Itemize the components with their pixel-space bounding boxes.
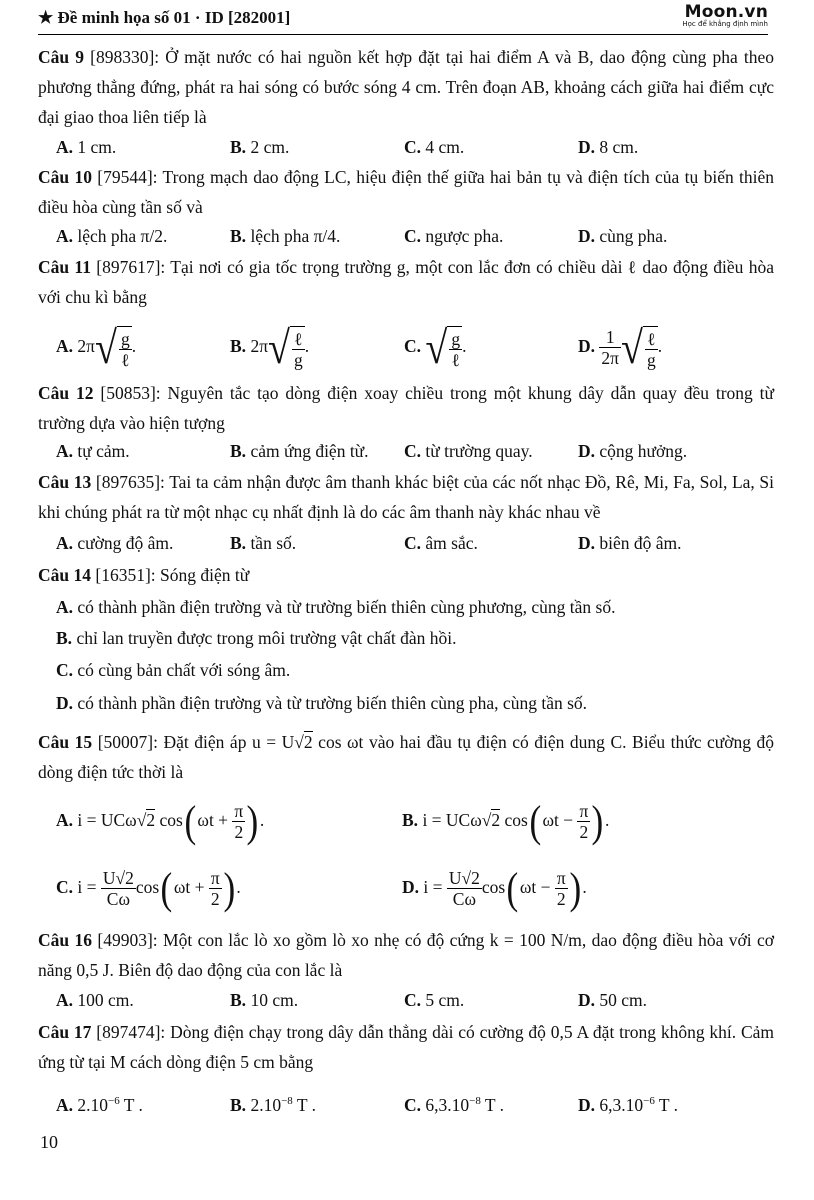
question-text: [16351]: Sóng điện từ [95, 565, 250, 585]
question-14 [38, 560, 774, 590]
brand-tagline: Học để khẳng định mình [682, 20, 768, 28]
question-13 [38, 467, 774, 527]
option-d[interactable]: D. $6,3.10^{-6}$ T . [578, 1094, 679, 1115]
question-text: [50007]: Đặt điện áp [97, 732, 247, 752]
question-15-options-cd [56, 862, 776, 912]
question-label: Câu 17 [38, 1022, 92, 1042]
question-label: Câu 11 [38, 257, 91, 277]
question-text: [897635]: Tai ta cảm nhận được âm thanh khác biệt của các nốt nhạc Đồ, Rê, Mi, Fa, Sol, La, Si khi chúng phát ra từ một nhạc cụ nhất định là do các âm thanh này khác nhau về [38, 472, 775, 522]
question-10-options [56, 221, 776, 251]
option-c[interactable]: C. từ trường quay. [404, 441, 533, 461]
question-text: [79544]: Trong mạch dao động LC, hiệu điện thế giữa hai bản tụ và điện tích của tụ biến thiên điều hòa cùng tần số và [38, 167, 775, 217]
option-b[interactable]: B. $2.10^{-8}$ T . [230, 1094, 316, 1115]
option-d[interactable]: D. i = $\frac{U√2}{C\omega}$ cos(ωt − $\frac{\pi}{2}$ ). [402, 863, 587, 913]
question-17 [38, 1017, 774, 1077]
option-b[interactable]: B. i = UCω√2 cos(ωt − $\frac{\pi}{2}$ ). [402, 796, 610, 846]
page-header [38, 2, 768, 36]
option-a[interactable]: A. tự cảm. [56, 441, 130, 461]
question-label: Câu 9 [38, 47, 85, 67]
option-b[interactable]: B. chỉ lan truyền được trong môi trường vật chất đàn hồi. [56, 628, 457, 648]
option-a[interactable]: A. 100 cm. [56, 990, 134, 1010]
option-b[interactable]: B. 2π√ $\frac{\text{ℓ}}{g}$ . [230, 321, 310, 374]
question-16-options [56, 985, 776, 1015]
page-number: 10 [40, 1132, 58, 1152]
question-label: Câu 16 [38, 930, 92, 950]
option-b[interactable]: B. 2 cm. [230, 137, 290, 157]
question-13-options [56, 528, 776, 558]
question-text: [897617]: Tại nơi có gia tốc trọng trường g, một con lắc đơn có chiều dài ℓ dao động điều hòa với chu kì bằng [38, 257, 775, 307]
question-9 [38, 42, 774, 132]
question-text: [49903]: Một con lắc lò xo gồm lò xo nhẹ có độ cứng k = 100 N/m, dao động điều hòa với cơ năng 0,5 J. Biên độ dao động của con lắc là [38, 930, 774, 980]
option-d[interactable]: D. $\frac{1}{2\pi}$ √ $\frac{\text{ℓ}}{g}$ . [578, 321, 663, 374]
question-label: Câu 13 [38, 472, 92, 492]
question-text-cont: vào hai đầu tụ điện có điện dung C. Biểu thức cường độ dòng điện tức thời là [38, 732, 775, 782]
option-b[interactable]: B. cảm ứng điện từ. [230, 441, 369, 461]
option-a[interactable]: A. i = UCω√2 cos(ωt + $\frac{\pi}{2}$ ). [56, 796, 265, 846]
question-17-options [56, 1086, 776, 1116]
option-d[interactable]: D. biên độ âm. [578, 533, 682, 553]
question-11 [38, 252, 774, 312]
option-d[interactable]: D. cộng hưởng. [578, 441, 688, 461]
option-c[interactable]: C. có cùng bản chất với sóng âm. [56, 660, 291, 680]
question-text: [897474]: Dòng điện chạy trong dây dẫn thẳng dài có cường độ 0,5 A đặt trong không khí. Cảm ứng từ tại M cách dòng điện 5 cm bằng [38, 1022, 775, 1072]
question-11-options [56, 321, 776, 374]
option-c[interactable]: C. âm sắc. [404, 533, 478, 553]
question-label: Câu 15 [38, 732, 93, 752]
option-c[interactable]: C. i = $\frac{U√2}{C\omega}$ cos(ωt + $\frac{\pi}{2}$ ). [56, 863, 241, 913]
option-b[interactable]: B. 10 cm. [230, 990, 299, 1010]
question-text: [50853]: Nguyên tắc tạo dòng điện xoay chiều trong một khung dây dẫn quay đều trong từ trường dựa vào hiện tượng [38, 383, 775, 433]
option-a[interactable]: A. 1 cm. [56, 137, 117, 157]
option-a[interactable]: A. 2π√ $\frac{g}{\text{ℓ}}$ . [56, 321, 137, 374]
question-15-options-ab [56, 796, 776, 844]
option-a[interactable]: A. lệch pha π/2. [56, 226, 168, 246]
option-a[interactable]: A. có thành phần điện trường và từ trường biến thiên cùng phương, cùng tần số. [56, 597, 616, 617]
header-title: ★ Đề minh họa số 01 · ID [282001] [38, 8, 291, 27]
brand-name: Moon.vn [684, 2, 768, 22]
option-a[interactable]: A. cường độ âm. [56, 533, 174, 553]
brand-logo [682, 2, 768, 28]
question-text: [898330]: Ở mặt nước có hai nguồn kết hợp đặt tại hai điểm A và B, dao động cùng pha theo phương thẳng đứng, phát ra hai sóng có bước sóng 4 cm. Trên đoạn AB, khoảng cách giữa hai điểm cực đại giao thoa liên tiếp là [38, 47, 774, 127]
voltage-formula: u = U√2 cos ωt [251, 732, 364, 752]
question-16 [38, 925, 774, 985]
option-a[interactable]: A. $2.10^{-6}$ T . [56, 1094, 143, 1115]
option-d[interactable]: D. 8 cm. [578, 137, 639, 157]
option-c[interactable]: C. $6,3.10^{-8}$ T . [404, 1094, 505, 1115]
question-9-options [56, 132, 776, 162]
question-12-options [56, 436, 776, 466]
option-c[interactable]: C. √ $\frac{g}{\text{ℓ}}$ . [404, 321, 467, 374]
question-label: Câu 14 [38, 565, 91, 585]
question-12 [38, 378, 774, 438]
question-label: Câu 10 [38, 167, 92, 187]
option-c[interactable]: C. ngược pha. [404, 226, 504, 246]
option-b[interactable]: B. tần số. [230, 533, 297, 553]
option-d[interactable]: D. 50 cm. [578, 990, 648, 1010]
question-15 [38, 727, 774, 787]
option-c[interactable]: C. 5 cm. [404, 990, 465, 1010]
question-10 [38, 162, 774, 222]
option-d[interactable]: D. cùng pha. [578, 226, 668, 246]
option-d[interactable]: D. có thành phần điện trường và từ trường biến thiên cùng pha, cùng tần số. [56, 693, 588, 713]
header-divider [38, 34, 768, 35]
option-c[interactable]: C. 4 cm. [404, 137, 465, 157]
question-label: Câu 12 [38, 383, 94, 403]
option-b[interactable]: B. lệch pha π/4. [230, 226, 341, 246]
